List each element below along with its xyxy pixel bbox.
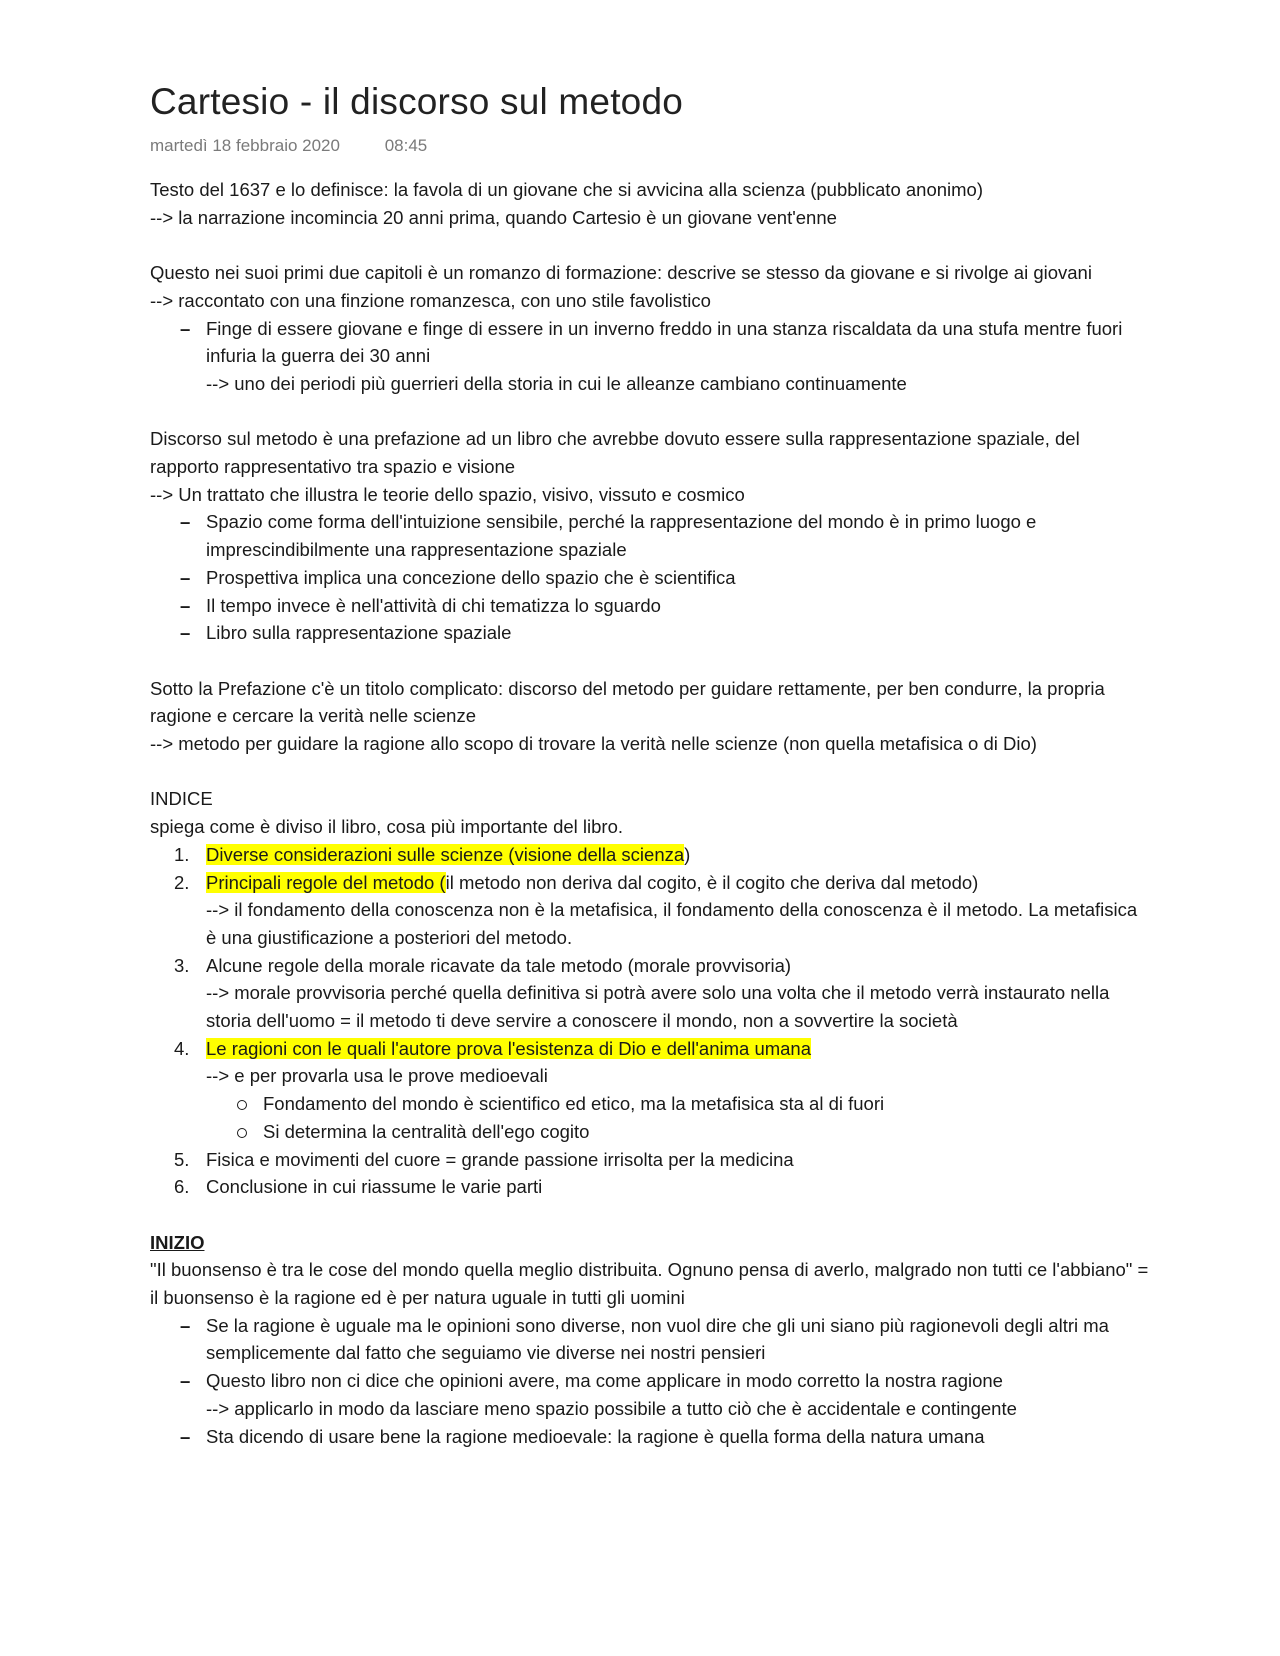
note-body xyxy=(150,176,1150,1450)
list-item-subtext: --> morale provvisoria perché quella definitiva si potrà avere solo una volta che il metodo verrà instaurato nella storia dell'uomo = il metodo ti deve servire a conoscere il mondo, non a sovvertire la società xyxy=(206,982,1110,1032)
paragraph: spiega come è diviso il libro, cosa più importante del libro. xyxy=(150,816,624,838)
list-item xyxy=(150,315,1150,398)
spacer xyxy=(150,647,1150,675)
paragraph: Testo del 1637 e lo definisce: la favola di un giovane che si avvicina alla scienza (pubblicato anonimo) xyxy=(150,179,984,200)
paragraph: Sotto la Prefazione c'è un titolo complicato: discorso del metodo per guidare rettamente, per ben condurre, la propria ragione e cercare la verità nelle scienze xyxy=(150,677,1105,727)
section-heading-indice: INDICE xyxy=(150,788,213,810)
list-item-subtext: --> uno dei periodi più guerrieri della storia in cui le alleanze cambiano continuamente xyxy=(206,372,907,394)
paragraph: "Il buonsenso è tra le cose del mondo quella meglio distribuita. Ognuno pensa di averlo, malgrado non tutti ce l'abbiano" = il buonsenso è la ragione ed è per natura uguale in tutti gli uomini xyxy=(150,1259,1149,1309)
paragraph: --> raccontato con una finzione romanzesca, con uno stile favolistico xyxy=(150,289,711,311)
list-item-text: Fisica e movimenti del cuore = grande passione irrisolta per la medicina xyxy=(206,1148,794,1170)
list-item: – Libro sulla rappresentazione spaziale xyxy=(150,619,1150,647)
list-item-subtext: --> e per provarla usa le prove medioevali xyxy=(206,1065,548,1087)
list-number: 1. xyxy=(174,843,190,865)
list-item: – Il tempo invece è nell'attività di chi tematizza lo sguardo xyxy=(150,592,1150,620)
paragraph: --> Un trattato che illustra le teorie dello spazio, visivo, vissuto e cosmico xyxy=(150,483,745,505)
list-item-text: il metodo non deriva dal cogito, è il cogito che deriva dal metodo) xyxy=(445,871,979,893)
list-number: 3. xyxy=(174,954,190,976)
numbered-list xyxy=(150,841,1150,1201)
paragraph: --> la narrazione incomincia 20 anni prima, quando Cartesio è un giovane vent'enne xyxy=(150,206,837,228)
list-number: 5. xyxy=(174,1148,190,1170)
list-number: 2. xyxy=(174,871,190,893)
highlighted-text: Principali regole del metodo ( xyxy=(206,871,446,893)
paragraph: Questo nei suoi primi due capitoli è un romanzo di formazione: descrive se stesso da giovane e si rivolge ai giovani xyxy=(150,262,1092,284)
circle-bullet-list xyxy=(206,1090,1150,1145)
page-title: Cartesio - il discorso sul metodo xyxy=(150,81,684,122)
list-item: – Spazio come forma dell'intuizione sensibile, perché la rappresentazione del mondo è in primo luogo e imprescindibilmente una rappresentazione spaziale xyxy=(150,508,1150,563)
bullet-list xyxy=(150,508,1150,647)
note-time: 08:45 xyxy=(384,136,428,155)
list-item-subtext: --> il fondamento della conoscenza non è la metafisica, il fondamento della conoscenza è il metodo. La metafisica è una giustificazione a posteriori del metodo. xyxy=(206,899,1138,948)
note-meta xyxy=(150,132,1150,160)
list-item xyxy=(150,952,1150,1035)
note-date: martedì 18 febbraio 2020 xyxy=(150,136,340,155)
list-item: Si determina la centralità dell'ego cogito xyxy=(206,1118,1150,1146)
list-number: 6. xyxy=(174,1176,190,1198)
list-item xyxy=(150,869,1150,952)
bullet-list xyxy=(150,1312,1150,1451)
list-item-subtext: --> applicarlo in modo da lasciare meno spazio possibile a tutto ciò che è accidentale e contingente xyxy=(206,1397,1017,1419)
list-item: Fondamento del mondo è scientifico ed etico, ma la metafisica sta al di fuori xyxy=(206,1090,1150,1118)
paragraph: --> metodo per guidare la ragione allo scopo di trovare la verità nelle scienze (non quella metafisica o di Dio) xyxy=(150,733,1037,755)
list-item: – Se la ragione è uguale ma le opinioni sono diverse, non vuol dire che gli uni siano più ragionevoli degli altri ma semplicemente dal fatto che seguiamo vie diverse nei nostri pensieri xyxy=(150,1312,1150,1367)
list-item: – Sta dicendo di usare bene la ragione medioevale: la ragione è quella forma della natura umana xyxy=(150,1423,1150,1451)
list-item-text: – Questo libro non ci dice che opinioni avere, ma come applicare in modo corretto la nostra ragione xyxy=(206,1370,1003,1392)
spacer xyxy=(150,1201,1150,1229)
spacer xyxy=(150,758,1150,786)
spacer xyxy=(150,398,1150,426)
paragraph: Discorso sul metodo è una prefazione ad un libro che avrebbe dovuto essere sulla rappresentazione spaziale, del rapporto rappresentativo tra spazio e visione xyxy=(150,428,1080,477)
list-number: 4. xyxy=(174,1037,190,1059)
list-item xyxy=(150,841,1150,869)
list-item xyxy=(150,1173,1150,1201)
list-item xyxy=(150,1035,1150,1146)
list-item xyxy=(150,1367,1150,1422)
list-item-text: Conclusione in cui riassume le varie parti xyxy=(206,1176,543,1198)
list-item: – Prospettiva implica una concezione dello spazio che è scientifica xyxy=(150,564,1150,592)
list-item-text: Alcune regole della morale ricavate da tale metodo (morale provvisoria) xyxy=(206,954,792,976)
list-item-text: ) xyxy=(684,843,691,865)
highlighted-text: Diverse considerazioni sulle scienze (visione della scienza xyxy=(206,843,685,865)
highlighted-text: Le ragioni con le quali l'autore prova l'esistenza di Dio e dell'anima umana xyxy=(206,1037,812,1059)
list-item-text: – Finge di essere giovane e finge di essere in un inverno freddo in una stanza riscaldata da una stufa mentre fuori infuria la guerra dei 30 anni xyxy=(206,317,1123,367)
spacer xyxy=(150,231,1150,259)
bullet-list xyxy=(150,315,1150,398)
list-item xyxy=(150,1146,1150,1174)
section-heading-inizio: INIZIO xyxy=(150,1231,205,1253)
note-page xyxy=(150,78,1150,1450)
